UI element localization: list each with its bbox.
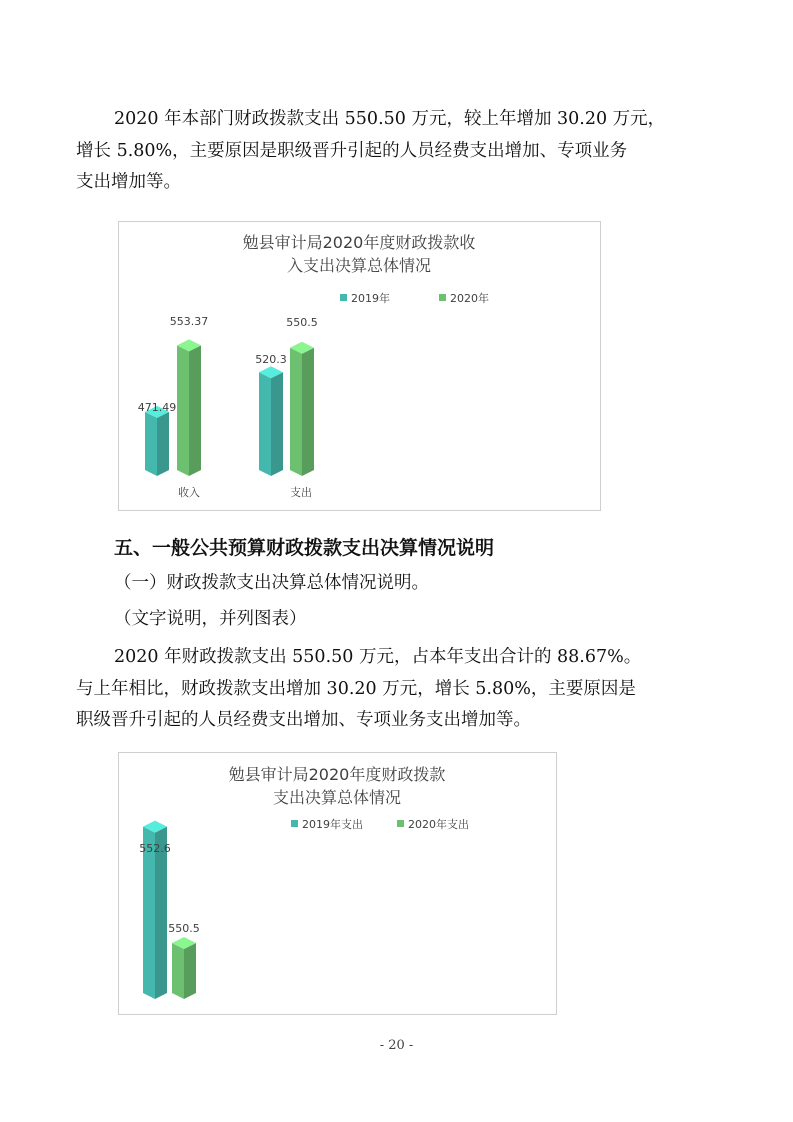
chart-1-legend-2020-swatch: [439, 294, 446, 301]
chart-1-legend-2020-label: 2020年: [450, 292, 489, 305]
chart-1-bar-income-2019: [145, 406, 169, 476]
section-heading: 五、一般公共预算财政拨款支出决算情况说明: [114, 537, 495, 559]
note-text: （文字说明，并列图表）: [114, 609, 307, 629]
paragraph-2-line-3: 职级晋升引起的人员经费支出增加、专项业务支出增加等。: [76, 710, 531, 730]
chart-1-legend-2019-swatch: [340, 294, 347, 301]
paragraph-1: [76, 104, 726, 199]
chart-2-legend-2019-label: 2019年支出: [302, 818, 363, 831]
paragraph-2-line-1: 2020 年财政拨款支出 550.50 万元，占本年支出合计的 88.67%。: [114, 647, 642, 667]
chart-2-legend-2020-label: 2020年支出: [408, 818, 469, 831]
chart-1-title-line-2: 入支出决算总体情况: [286, 256, 432, 275]
paragraph-1-line-3: 支出增加等。: [76, 172, 181, 192]
chart-expense: [118, 752, 557, 1015]
chart-2-value-label-2019: 552.6: [139, 842, 171, 855]
chart-income-expense-svg: [119, 222, 600, 510]
chart-2-legend-2020-swatch: [397, 820, 404, 827]
chart-2-title-line-1: 勉县审计局2020年度财政拨款: [228, 765, 446, 784]
chart-1-category-expense: 支出: [290, 486, 312, 499]
chart-1-value-label-income-2019: 471.49: [137, 401, 177, 414]
page-number: - 20 -: [379, 1038, 414, 1053]
chart-1-value-label-expense-2020: 550.5: [286, 316, 318, 329]
chart-1-category-income: 收入: [178, 486, 200, 499]
chart-1-legend-2019-label: 2019年: [351, 292, 390, 305]
chart-1-bar-expense-2019: [259, 366, 283, 476]
paragraph-1-line-2: 增长 5.80%，主要原因是职级晋升引起的人员经费支出增加、专项业务: [76, 140, 628, 161]
chart-2-title-line-2: 支出决算总体情况: [272, 788, 402, 807]
chart-2-value-label-2020: 550.5: [168, 922, 200, 935]
paragraph-1-line-1: 2020 年本部门财政拨款支出 550.50 万元，较上年增加 30.20 万元，: [114, 109, 666, 129]
chart-1-title-line-1: 勉县审计局2020年度财政拨款收: [242, 233, 476, 252]
chart-1-bar-income-2020: [177, 339, 201, 476]
chart-income-expense: [118, 221, 601, 511]
chart-1-bar-expense-2020: [290, 342, 314, 476]
chart-expense-svg: [119, 753, 556, 1014]
chart-2-bar-2020: [172, 937, 196, 999]
subsection-heading: （一）财政拨款支出决算总体情况说明。: [114, 573, 429, 593]
paragraph-2-line-2: 与上年相比，财政拨款支出增加 30.20 万元，增长 5.80%，主要原因是: [76, 678, 636, 699]
chart-2-legend-2019-swatch: [291, 820, 298, 827]
chart-1-value-label-income-2020: 553.37: [169, 315, 209, 328]
paragraph-2: [76, 642, 726, 737]
chart-1-value-label-expense-2019: 520.3: [255, 353, 287, 366]
